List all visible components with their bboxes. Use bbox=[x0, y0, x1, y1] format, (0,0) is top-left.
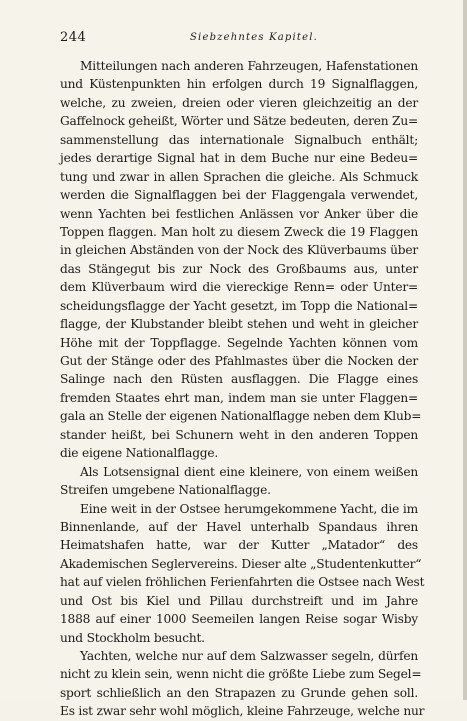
page-edge bbox=[463, 0, 467, 700]
text-line: hat auf vielen fröhlichen Ferienfahrten die Ostsee nach West bbox=[60, 575, 425, 590]
paragraph-pilot-signal bbox=[60, 463, 418, 500]
text-line: wenn Yachten bei festlichen Anlässen vor Anker über die bbox=[60, 206, 418, 221]
text-line: Eine weit in der Ostsee herumgekommene Yacht, die im bbox=[80, 501, 418, 516]
text-line: Yachten, welche nur auf dem Salzwasser segeln, dürfen bbox=[80, 649, 418, 663]
text-line: 1888 auf einer 1000 Seemeilen langen Reise sogar Wisby bbox=[60, 612, 418, 627]
text-line: jedes derartige Signal hat in dem Buche nur eine Bedeu= bbox=[60, 151, 418, 166]
text-line: flagge, der Klubstander bleibt stehen und weht in gleicher bbox=[60, 317, 418, 332]
text-line: Höhe mit der Toppflagge. Segelnde Yachten können vom bbox=[60, 335, 418, 350]
text-line: Toppen flaggen. Man holt zu diesem Zweck die 19 Flaggen bbox=[60, 224, 418, 239]
page-number: 244 bbox=[60, 30, 87, 45]
text-line: die eigene Nationalflagge. bbox=[60, 446, 219, 461]
text-line: Mitteilungen nach anderen Fahrzeugen, Hafenstationen bbox=[80, 59, 418, 73]
text-line: und Ost bis Kiel und Pillau durchstreift und im Jahre bbox=[60, 593, 418, 608]
paragraph-saltwater-yachts bbox=[60, 647, 425, 721]
text-line: und Küstenpunkten hin erfolgen durch 19 Signalflaggen, bbox=[60, 77, 418, 92]
text-line: stander heißt, bei Schunern weht in den anderen Toppen bbox=[60, 427, 418, 442]
text-line: und Stockholm besucht. bbox=[60, 630, 205, 645]
text-line: scheidungsflagge der Yacht gesetzt, im Topp die National= bbox=[60, 298, 418, 313]
running-title: Siebzehntes Kapitel. bbox=[190, 32, 319, 43]
text-line: Akademischen Seglervereins. Dieser alte „Studentenkutter“ bbox=[60, 556, 422, 571]
text-line: tung und zwar in allen Sprachen die gleiche. Als Schmuck bbox=[60, 169, 418, 184]
text-line: Heimatshafen hatte, war der Kutter „Matador“ des bbox=[60, 538, 418, 553]
text-line: Gaffelnock geheißt, Wörter und Sätze bedeuten, deren Zu= bbox=[60, 114, 418, 129]
text-line: welche, zu zweien, dreien oder vieren gleichzeitig an der bbox=[60, 95, 418, 110]
paragraph-signal-flags bbox=[60, 57, 422, 463]
text-line: Binnenlande, auf der Havel unterhalb Spandaus ihren bbox=[60, 519, 418, 534]
text-line: Streifen umgebene Nationalflagge. bbox=[60, 483, 271, 498]
text-line: dem Klüverbaum wird die viereckige Renn= oder Unter= bbox=[60, 280, 418, 295]
text-line: fremden Staates ehrt man, indem man sie unter Flaggen= bbox=[60, 390, 418, 405]
text-line: das Stängegut bis zur Nock des Großbaums aus, unter bbox=[60, 261, 418, 276]
text-line: werden die Signalflaggen bei der Flaggengala verwendet, bbox=[60, 188, 418, 203]
text-line: sammenstellung das internationale Signalbuch enthält; bbox=[60, 132, 418, 147]
text-line: Es ist zwar sehr wohl möglich, kleine Fahrzeuge, welche nur bbox=[60, 704, 425, 719]
text-line: Als Lotsensignal dient eine kleinere, von einem weißen bbox=[80, 464, 418, 479]
text-line: Salinge nach den Rüsten ausflaggen. Die Flagge eines bbox=[60, 372, 418, 387]
text-line: nicht zu klein sein, wenn nicht die größte Liebe zum Segel= bbox=[60, 667, 422, 682]
text-line: in gleichen Abständen von der Nock des Klüverbaums über bbox=[60, 243, 418, 258]
paragraph-matador bbox=[60, 500, 425, 648]
body-text bbox=[60, 57, 425, 721]
text-line: sport schließlich an den Strapazen zu Grunde gehen soll. bbox=[60, 685, 418, 700]
text-line: Gut der Stänge oder des Pfahlmastes über die Nocken der bbox=[60, 354, 418, 368]
text-line: gala an Stelle der eigenen Nationalflagge neben dem Klub= bbox=[60, 409, 422, 424]
